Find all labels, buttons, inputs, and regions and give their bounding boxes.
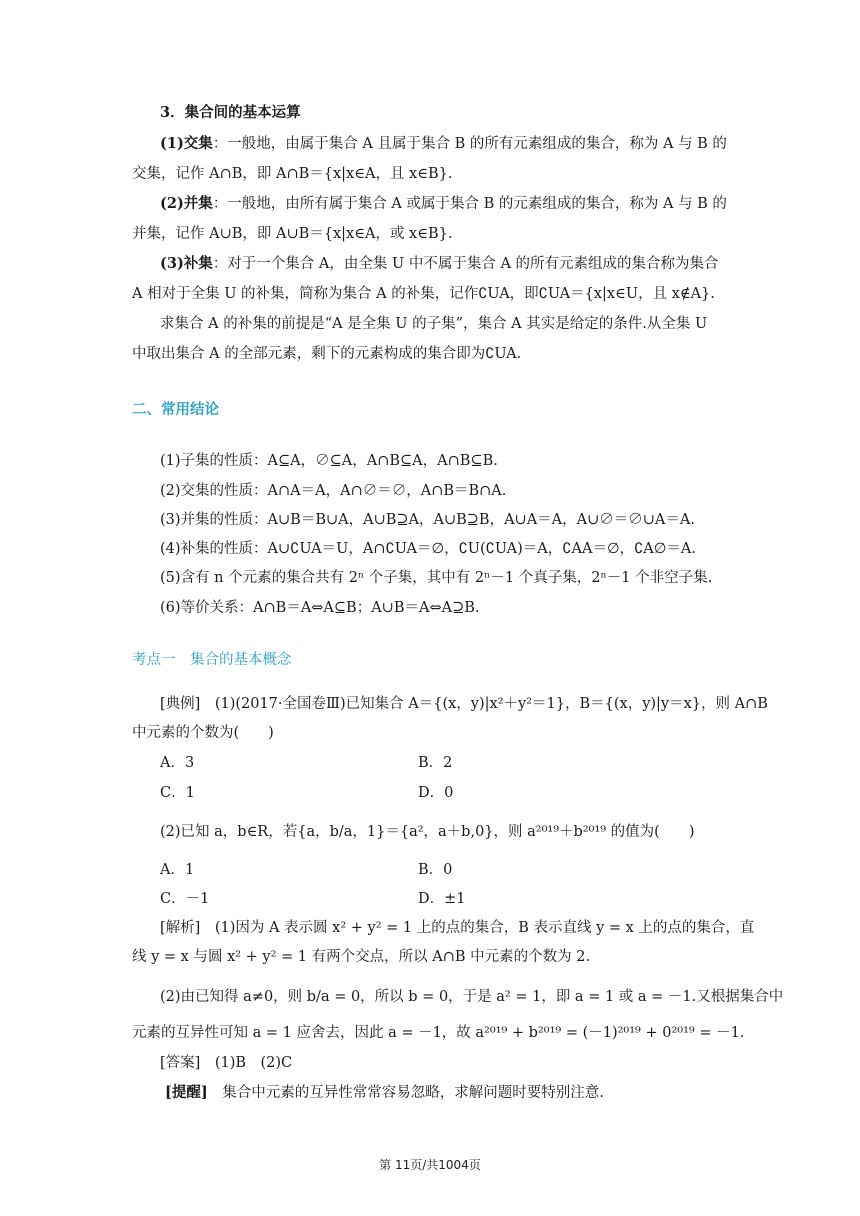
intersection-line2: 交集，记作 A∩B，即 A∩B＝{x|x∈A，且 x∈B}. bbox=[132, 166, 453, 182]
option-c: C．－1 bbox=[160, 891, 210, 907]
common-item: (2)交集的性质：A∩A＝A，A∩∅＝∅，A∩B＝B∩A. bbox=[160, 483, 507, 499]
common-heading: 二、常用结论 bbox=[132, 402, 219, 418]
union-line2: 并集，记作 A∪B，即 A∪B＝{x|x∈A，或 x∈B}. bbox=[132, 226, 453, 242]
common-item: (1)子集的性质：A⊆A，∅⊆A，A∩B⊆A，A∩B⊆B. bbox=[160, 453, 498, 469]
common-item: (5)含有 n 个元素的集合共有 2ⁿ 个子集，其中有 2ⁿ－1 个真子集，2ⁿ－1 个非空子集. bbox=[160, 570, 713, 586]
option-d: D．±1 bbox=[418, 891, 466, 907]
option-d: D．0 bbox=[418, 785, 454, 801]
intersection-line1 bbox=[160, 134, 727, 154]
option-a: A．1 bbox=[160, 862, 195, 878]
union-text: ：一般地，由所有属于集合 A 或属于集合 B 的元素组成的集合，称为 A 与 B 的 bbox=[212, 196, 727, 212]
option-b: B．2 bbox=[418, 755, 453, 771]
tip-line bbox=[165, 1083, 604, 1103]
analysis-line1: [解析] (1)因为 A 表示圆 x² + y² = 1 上的点的集合，B 表示直线 y = x 上的点的集合，直 bbox=[160, 920, 755, 936]
complement-line1 bbox=[160, 254, 719, 274]
common-item: (6)等价关系：A∩B＝A⇔A⊆B；A∪B＝A⇔A⊇B. bbox=[160, 600, 480, 616]
analysis-line2: 线 y = x 与圆 x² + y² = 1 有两个交点，所以 A∩B 中元素的个数为 2. bbox=[132, 949, 591, 965]
union-line1 bbox=[160, 194, 727, 214]
page-footer: 第 11页/共1004页 bbox=[379, 1158, 481, 1172]
answer-line: [答案] (1)B (2)C bbox=[160, 1055, 293, 1071]
complement-text: ：对于一个集合 A，由全集 U 中不属于集合 A 的所有元素组成的集合称为集合 bbox=[212, 256, 719, 272]
common-item: (4)补集的性质：A∪∁UA＝U，A∩∁UA＝∅，∁U(∁UA)＝A，∁AA＝∅，∁A∅＝A. bbox=[160, 541, 696, 557]
intersection-label: (1)交集 bbox=[160, 135, 213, 152]
note-line1: 求集合 A 的补集的前提是“A 是全集 U 的子集”，集合 A 其实是给定的条件.从全集 U bbox=[160, 316, 708, 332]
option-a: A．3 bbox=[160, 755, 195, 771]
intersection-text: ：一般地，由属于集合 A 且属于集合 B 的所有元素组成的集合，称为 A 与 B 的 bbox=[212, 136, 727, 152]
option-b: B．0 bbox=[418, 862, 453, 878]
kaodian-heading: 考点一 集合的基本概念 bbox=[132, 652, 292, 668]
complement-line2: A 相对于全集 U 的补集，简称为集合 A 的补集，记作∁UA，即∁UA＝{x|x∈U，且 x∉A}. bbox=[132, 286, 715, 302]
common-item: (3)并集的性质：A∪B＝B∪A，A∪B⊇A，A∪B⊇B，A∪A＝A，A∪∅＝∅∪A＝A. bbox=[160, 512, 695, 528]
analysis-line3: (2)由已知得 a≠0，则 b/a = 0，所以 b = 0，于是 a² = 1，即 a = 1 或 a = －1.又根据集合中 bbox=[160, 989, 784, 1005]
union-label: (2)并集 bbox=[160, 195, 213, 212]
analysis-line4: 元素的互异性可知 a = 1 应舍去，因此 a = －1，故 a²⁰¹⁹ + b²⁰¹⁹ = (－1)²⁰¹⁹ + 0²⁰¹⁹ = －1. bbox=[132, 1025, 745, 1041]
complement-label: (3)补集 bbox=[160, 255, 213, 272]
example1-line1: [典例] (1)(2017·全国卷Ⅲ)已知集合 A＝{(x，y)|x²＋y²＝1}，B＝{(x，y)|y＝x}，则 A∩B bbox=[160, 696, 768, 712]
example2-line: (2)已知 a，b∈R，若{a，b/a，1}＝{a²，a＋b,0}，则 a²⁰¹⁹＋b²⁰¹⁹ 的值为( ) bbox=[160, 824, 695, 840]
section3-heading: 3．集合间的基本运算 bbox=[160, 104, 301, 121]
option-c: C．1 bbox=[160, 785, 195, 801]
tip-label: [提醒] bbox=[165, 1084, 208, 1101]
example1-line2: 中元素的个数为( ) bbox=[132, 725, 274, 741]
tip-text: 集合中元素的互异性常常容易忽略，求解问题时要特别注意. bbox=[207, 1085, 604, 1101]
note-line2: 中取出集合 A 的全部元素，剩下的元素构成的集合即为∁UA. bbox=[132, 346, 522, 362]
